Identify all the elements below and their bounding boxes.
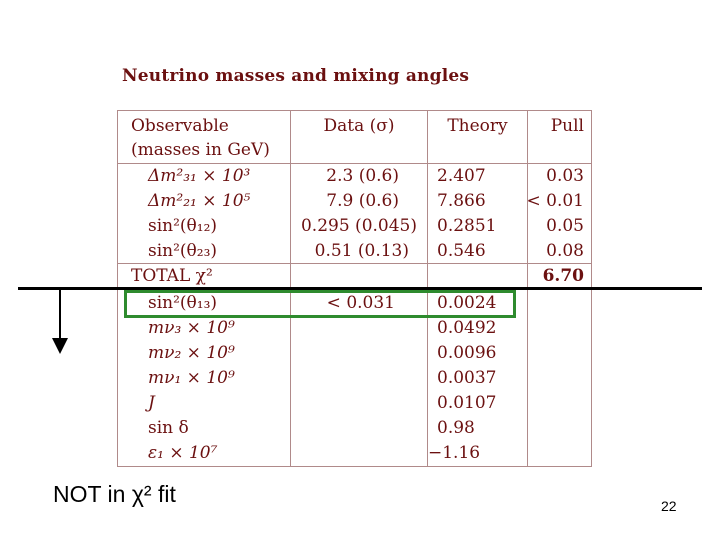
pull-cell: 0.03 xyxy=(546,166,584,186)
data-cell: < 0.031 xyxy=(326,293,395,313)
theory-cell: 0.546 xyxy=(437,241,486,261)
header-observable: Observable xyxy=(131,116,229,136)
total-label: TOTAL χ² xyxy=(131,266,213,286)
observable-cell: sin²(θ₁₂) xyxy=(148,216,218,236)
down-arrow-icon xyxy=(59,290,61,340)
total-pull: 6.70 xyxy=(542,266,584,286)
observable-cell: mν₁ × 10⁹ xyxy=(148,368,235,388)
pull-cell: 0.08 xyxy=(546,241,584,261)
observable-cell: sin δ xyxy=(148,418,189,438)
header-theory: Theory xyxy=(447,116,508,136)
header-data: Data (σ) xyxy=(323,116,395,136)
observable-cell: sin²(θ₂₃) xyxy=(148,241,218,261)
theory-cell: 0.0024 xyxy=(437,293,497,313)
header-pull: Pull xyxy=(550,116,584,136)
observable-cell: sin²(θ₁₃) xyxy=(148,293,218,313)
observable-cell: Δm²₂₁ × 10⁵ xyxy=(148,191,251,211)
theory-cell: 7.866 xyxy=(437,191,486,211)
slide-title: Neutrino masses and mixing angles xyxy=(122,66,470,86)
observable-cell: ε₁ × 10⁷ xyxy=(148,443,218,463)
theory-cell: 0.0492 xyxy=(437,318,497,338)
theory-cell: 0.2851 xyxy=(437,216,497,236)
observable-cell: J xyxy=(148,393,155,413)
page-number: 22 xyxy=(661,498,677,514)
observable-cell: mν₃ × 10⁹ xyxy=(148,318,235,338)
data-cell: 2.3 (0.6) xyxy=(326,166,399,186)
data-cell: 0.51 (0.13) xyxy=(314,241,409,261)
header-observable-units: (masses in GeV) xyxy=(131,140,270,160)
observable-cell: mν₂ × 10⁹ xyxy=(148,343,235,363)
highlight-box xyxy=(124,290,516,318)
observable-cell: Δm²₃₁ × 10³ xyxy=(148,166,251,186)
arrow-head-icon xyxy=(52,338,68,354)
theory-cell: 0.0037 xyxy=(437,368,497,388)
theory-cell: 2.407 xyxy=(437,166,486,186)
theory-cell: 0.0107 xyxy=(437,393,497,413)
theory-cell: −1.16 xyxy=(428,443,481,463)
data-cell: 7.9 (0.6) xyxy=(326,191,399,211)
theory-cell: 0.0096 xyxy=(437,343,497,363)
pull-cell: 0.05 xyxy=(546,216,584,236)
theory-cell: 0.98 xyxy=(437,418,475,438)
pull-cell: < 0.01 xyxy=(526,191,584,211)
data-cell: 0.295 (0.045) xyxy=(300,216,417,236)
not-in-fit-note: NOT in χ² fit xyxy=(53,481,176,507)
